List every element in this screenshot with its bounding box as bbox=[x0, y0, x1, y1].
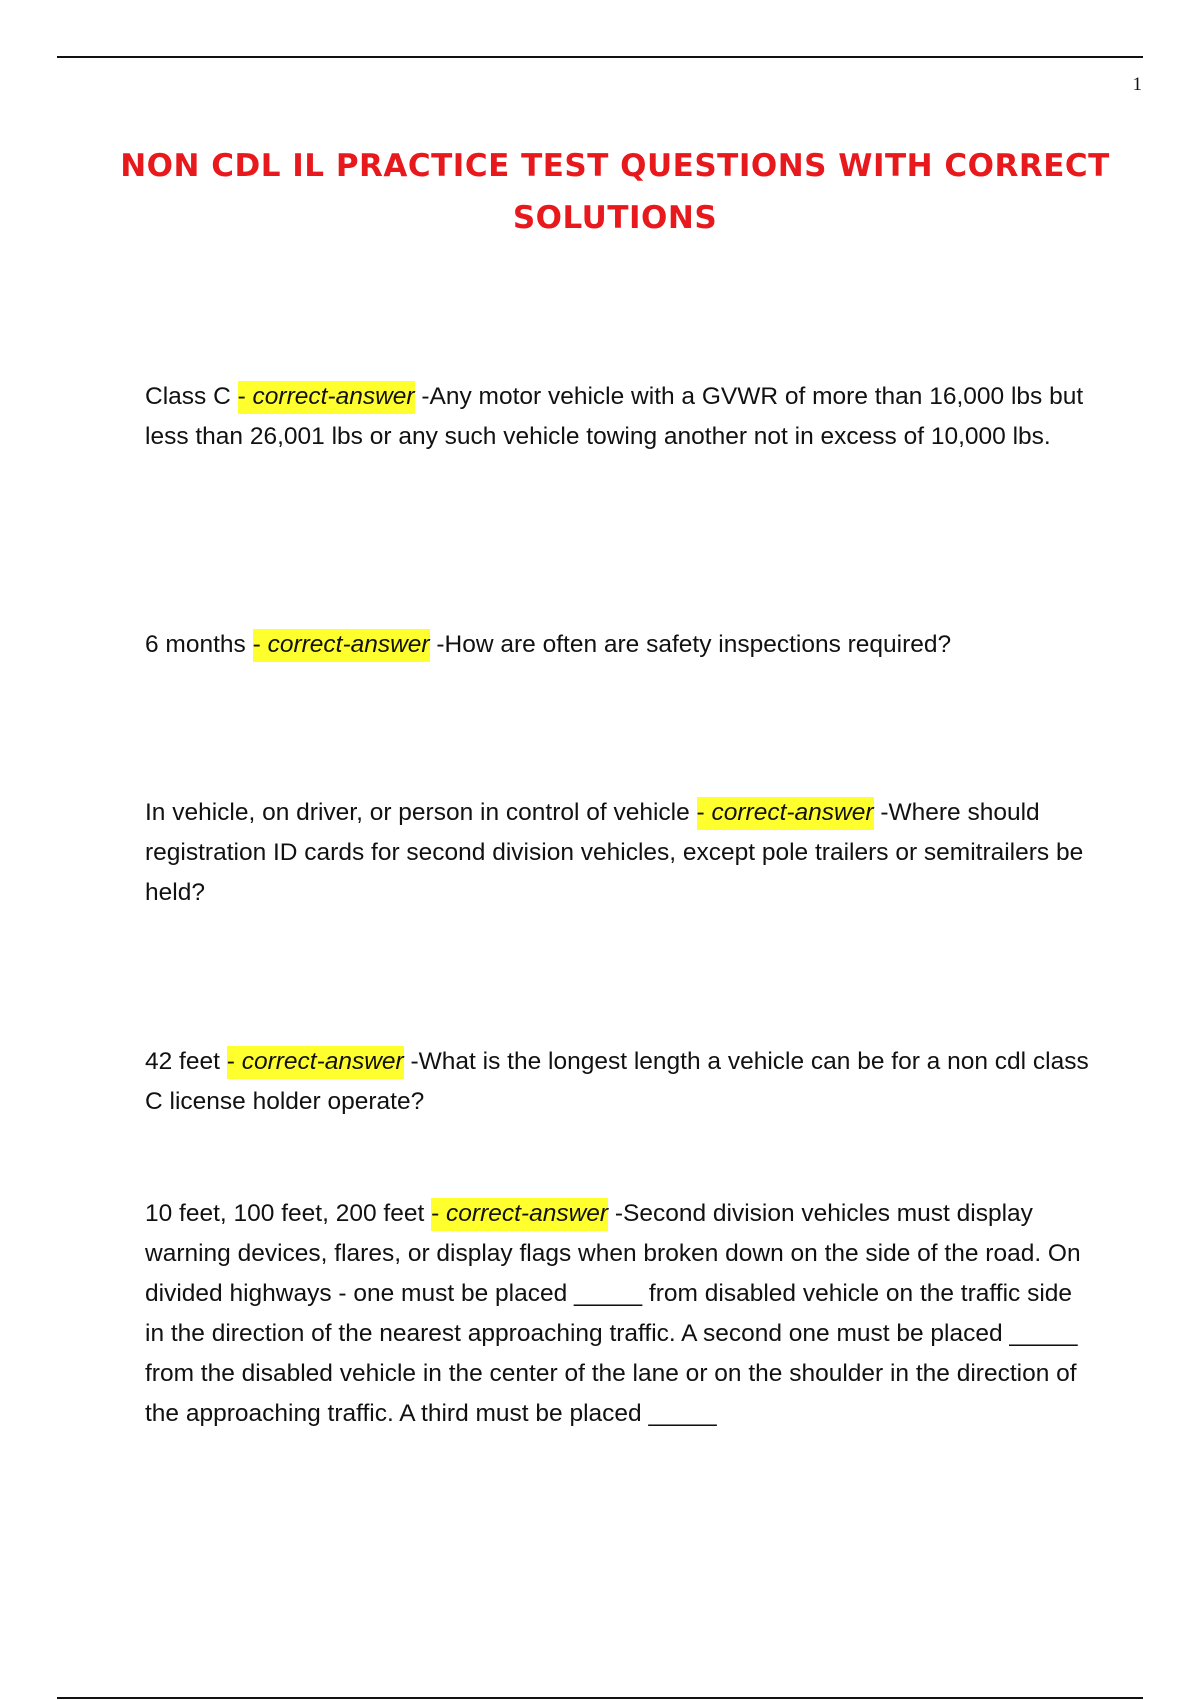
marker-dash: - bbox=[431, 1200, 447, 1227]
answer-text: 10 feet, 100 feet, 200 feet bbox=[145, 1200, 432, 1227]
question-text: -Any motor vehicle with a GVWR of more than 16,000 lbs but less than 26,001 lbs or any such vehicle towing another not in excess of 10,000 lbs. bbox=[145, 383, 1084, 450]
marker-label: correct-answer bbox=[252, 383, 415, 410]
page-title: NON CDL IL PRACTICE TEST QUESTIONS WITH CORRECT SOLUTIONS bbox=[120, 148, 1110, 236]
marker-label: correct-answer bbox=[267, 631, 430, 658]
question-text: -How are often are safety inspections required? bbox=[429, 631, 952, 658]
marker-dash: - bbox=[237, 383, 253, 410]
header-rule bbox=[57, 56, 1143, 58]
question-text: -What is the longest length a vehicle can be for a non cdl class C license holder operate? bbox=[145, 1048, 1089, 1115]
qa-item bbox=[145, 625, 1090, 665]
correct-answer-marker bbox=[697, 797, 874, 830]
answer-text: 6 months bbox=[145, 631, 253, 658]
footer-rule bbox=[57, 1697, 1143, 1699]
correct-answer-marker bbox=[253, 629, 430, 662]
marker-dash: - bbox=[226, 1048, 242, 1075]
marker-label: correct-answer bbox=[446, 1200, 609, 1227]
answer-text: 42 feet bbox=[145, 1048, 227, 1075]
qa-item bbox=[145, 1042, 1090, 1122]
answer-text: Class C bbox=[145, 383, 238, 410]
marker-dash: - bbox=[696, 799, 712, 826]
answer-text: In vehicle, on driver, or person in control of vehicle bbox=[145, 799, 697, 826]
qa-item bbox=[145, 377, 1090, 457]
marker-dash: - bbox=[252, 631, 268, 658]
page-number: 1 bbox=[1132, 74, 1142, 95]
qa-item bbox=[145, 1194, 1090, 1434]
qa-item bbox=[145, 793, 1090, 913]
correct-answer-marker bbox=[431, 1198, 608, 1231]
marker-label: correct-answer bbox=[241, 1048, 404, 1075]
marker-label: correct-answer bbox=[711, 799, 874, 826]
question-text: -Where should registration ID cards for second division vehicles, except pole trailers or semitrailers be held? bbox=[145, 799, 1084, 906]
correct-answer-marker bbox=[227, 1046, 404, 1079]
question-text: -Second division vehicles must display warning devices, flares, or display flags when broken down on the side of the road. On divided highways - one must be placed _____ from disabled vehicle on the traffic side in the direction of the nearest approaching traffic. A second one must be placed _____ from the disabled vehicle in the center of the lane or on the shoulder in the direction of the approaching traffic. A third must be placed _____ bbox=[145, 1200, 1081, 1427]
correct-answer-marker bbox=[238, 381, 415, 414]
